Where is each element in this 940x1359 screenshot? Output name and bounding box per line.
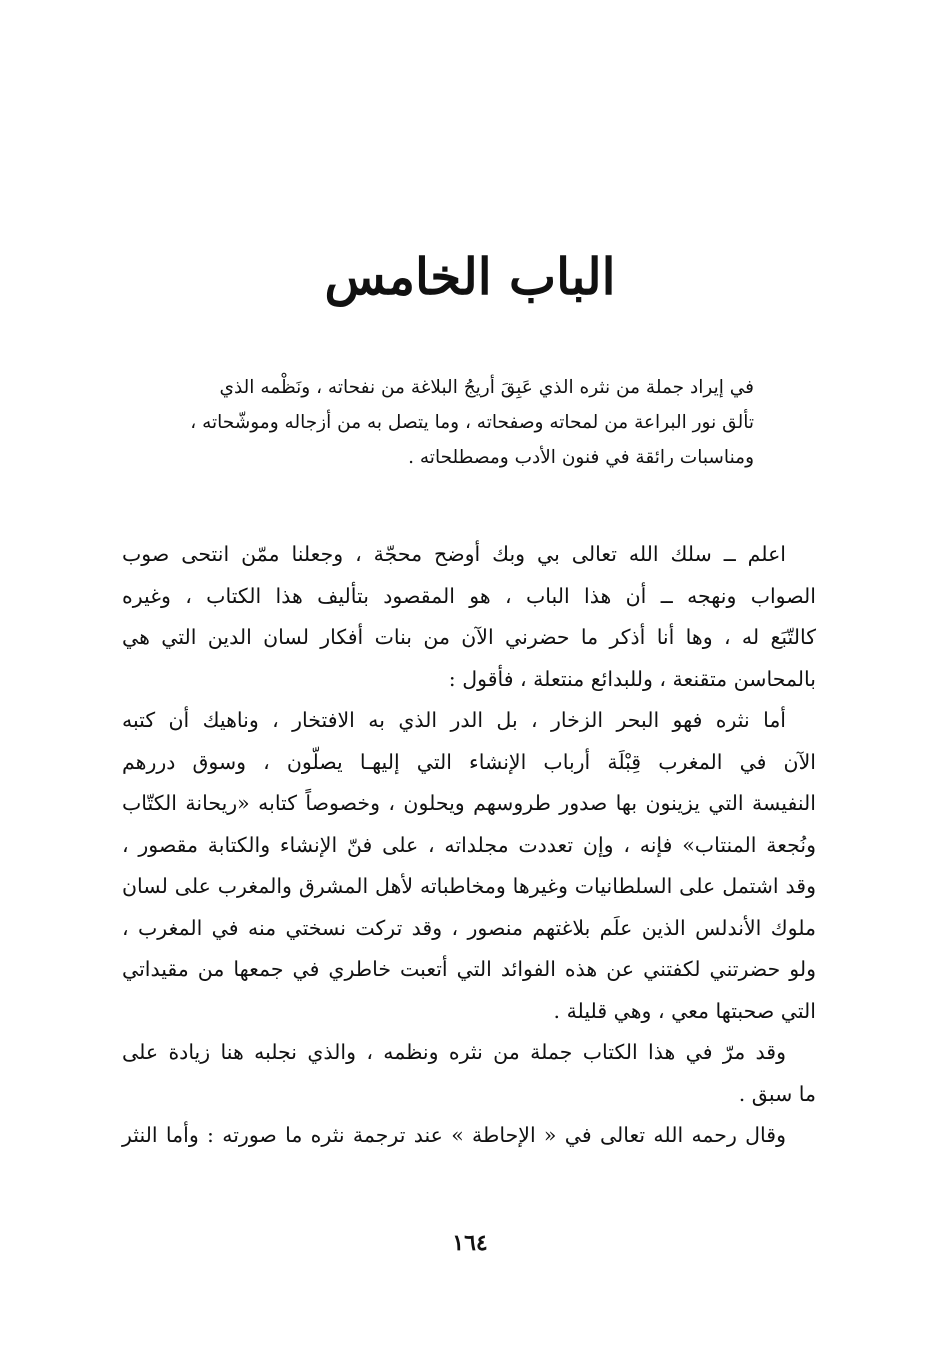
body-line: كالتّبَع له ، وها أنا أذكر ما حضرني الآن من بنات أفكار لسان الدين التي هي [122, 625, 816, 649]
summary-line: ومناسبات رائقة في فنون الأدب ومصطلحاته . [408, 447, 754, 468]
body-line: وقد مرّ في هذا الكتاب جملة من نثره ونظمه ، والذي نجلبه هنا زيادة على [122, 1040, 786, 1064]
body-line: بالمحاسن متقنعة ، وللبدائع منتعلة ، فأقول : [448, 666, 816, 691]
summary-line: تألق نور البراعة من لمحاته وصفحاته ، وما يتصل به من أزجاله وموشّحاته ، [190, 412, 754, 433]
body-line: وقد اشتمل على السلطانيات وغيرها ومخاطباته لأهل المشرق والمغرب على لسان [122, 874, 816, 898]
body-line: التي صحبتها معي ، وهي قليلة . [553, 998, 816, 1023]
summary-line: في إيراد جملة من نثره الذي عَبِقَ أريجُ البلاغة من نفحاته ، ونَظْمه الذي [219, 377, 754, 398]
body-line: وقال رحمه الله تعالى في « الإحاطة » عند ترجمة نثره ما صورته : وأما النثر [122, 1123, 786, 1147]
body-line: النفيسة التي يزينون بها صدور طروسهم ويحلون ، وخصوصاً كتابه «ريحانة الكتّاب [122, 791, 816, 815]
body-line: الصواب ونهجه ــ أن هذا الباب ، هو المقصود بتأليف هذا الكتاب ، وغيره [122, 583, 816, 608]
chapter-title: الباب الخامس [324, 247, 616, 306]
chapter-summary [184, 370, 754, 475]
body-line: ما سبق . [738, 1081, 816, 1106]
body-line: الآن في المغرب قِبْلَة أرباب الإنشاء التي إليهـا يصلّون ، وسوق دررهم [122, 749, 816, 774]
body-line: ولو حضرتني لكفتني عن هذه الفوائد التي أتعبت خاطري في جمعها من مقيداتي [122, 957, 816, 981]
body-line: ملوك الأندلس الذين علَم بلاغتهم منصور ، وقد تركت نسختي منه في المغرب ، [122, 915, 816, 940]
body-line: اعلم ــ سلك الله تعالى بي وبك أوضح محجّة ، وجعلنا ممّن انتحى صوب [122, 542, 786, 566]
page-number: ١٦٤ [452, 1230, 488, 1256]
body-line: أما نثره فهو البحر الزخار ، بل الدر الذي به الافتخار ، وناهيك أن كتبه [122, 708, 786, 732]
body-line: ونُجعة المنتاب» فإنه ، وإن تعددت مجلداته ، على فنّ الإنشاء والكتابة مقصور ، [122, 832, 816, 857]
body-text [122, 534, 816, 1157]
